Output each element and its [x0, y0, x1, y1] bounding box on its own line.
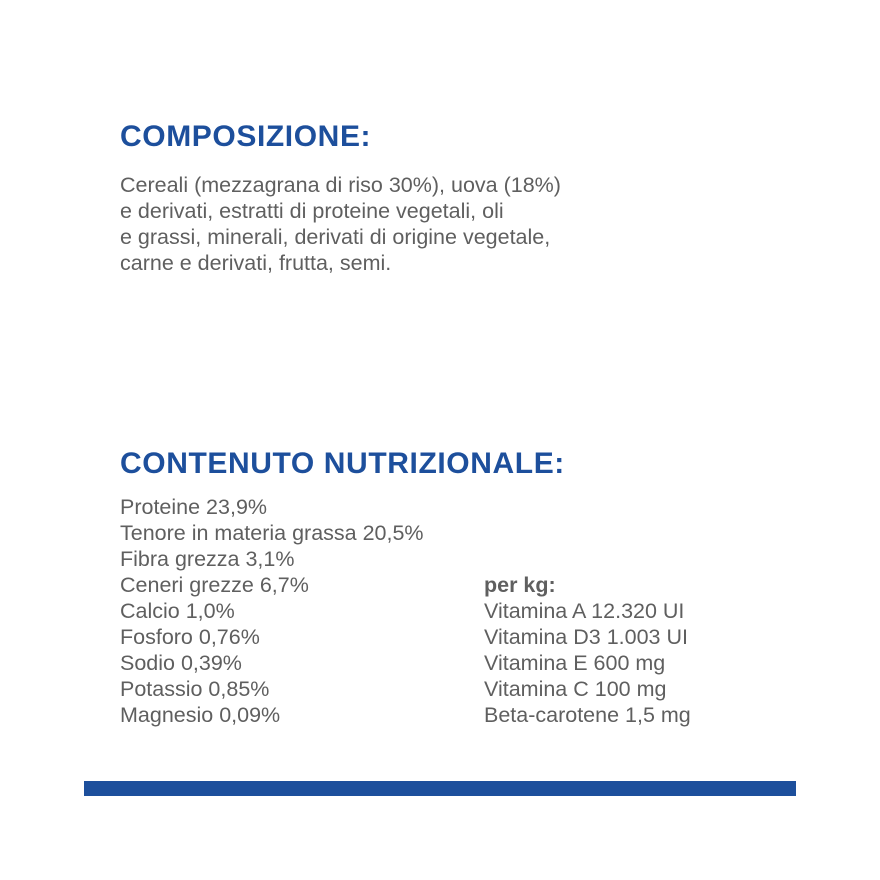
composition-line: carne e derivati, frutta, semi. [120, 251, 392, 275]
vitamin-row: Vitamina D3 1.003 UI [484, 625, 688, 649]
nutrient-row: Potassio 0,85% [120, 677, 270, 701]
composition-line: e derivati, estratti di proteine vegetali, oli [120, 199, 504, 223]
nutrient-row: Fibra grezza 3,1% [120, 547, 295, 571]
nutrient-row: Magnesio 0,09% [120, 703, 281, 727]
nutrient-row: Sodio 0,39% [120, 651, 242, 675]
composition-text [120, 172, 561, 276]
vitamin-row: Beta-carotene 1,5 mg [484, 703, 691, 727]
nutrient-row: Calcio 1,0% [120, 599, 235, 623]
composition-line: e grassi, minerali, derivati di origine vegetale, [120, 225, 551, 249]
nutrient-row: Ceneri grezze 6,7% [120, 573, 309, 597]
nutrient-row: Fosforo 0,76% [120, 625, 260, 649]
composition-line: Cereali (mezzagrana di riso 30%), uova (18%) [120, 173, 561, 197]
bottom-accent-bar [84, 781, 796, 796]
nutrient-row: Proteine 23,9% [120, 495, 268, 519]
nutrient-row: Tenore in materia grassa 20,5% [120, 521, 424, 545]
vitamins-list [484, 572, 691, 728]
vitamin-row: Vitamina A 12.320 UI [484, 599, 685, 623]
composition-heading: COMPOSIZIONE: [120, 120, 372, 153]
analytical-constituents-list [120, 494, 424, 728]
per-kg-label: per kg: [484, 573, 556, 597]
vitamin-row: Vitamina E 600 mg [484, 651, 666, 675]
vitamin-row: Vitamina C 100 mg [484, 677, 667, 701]
nutrition-heading: CONTENUTO NUTRIZIONALE: [120, 447, 565, 480]
